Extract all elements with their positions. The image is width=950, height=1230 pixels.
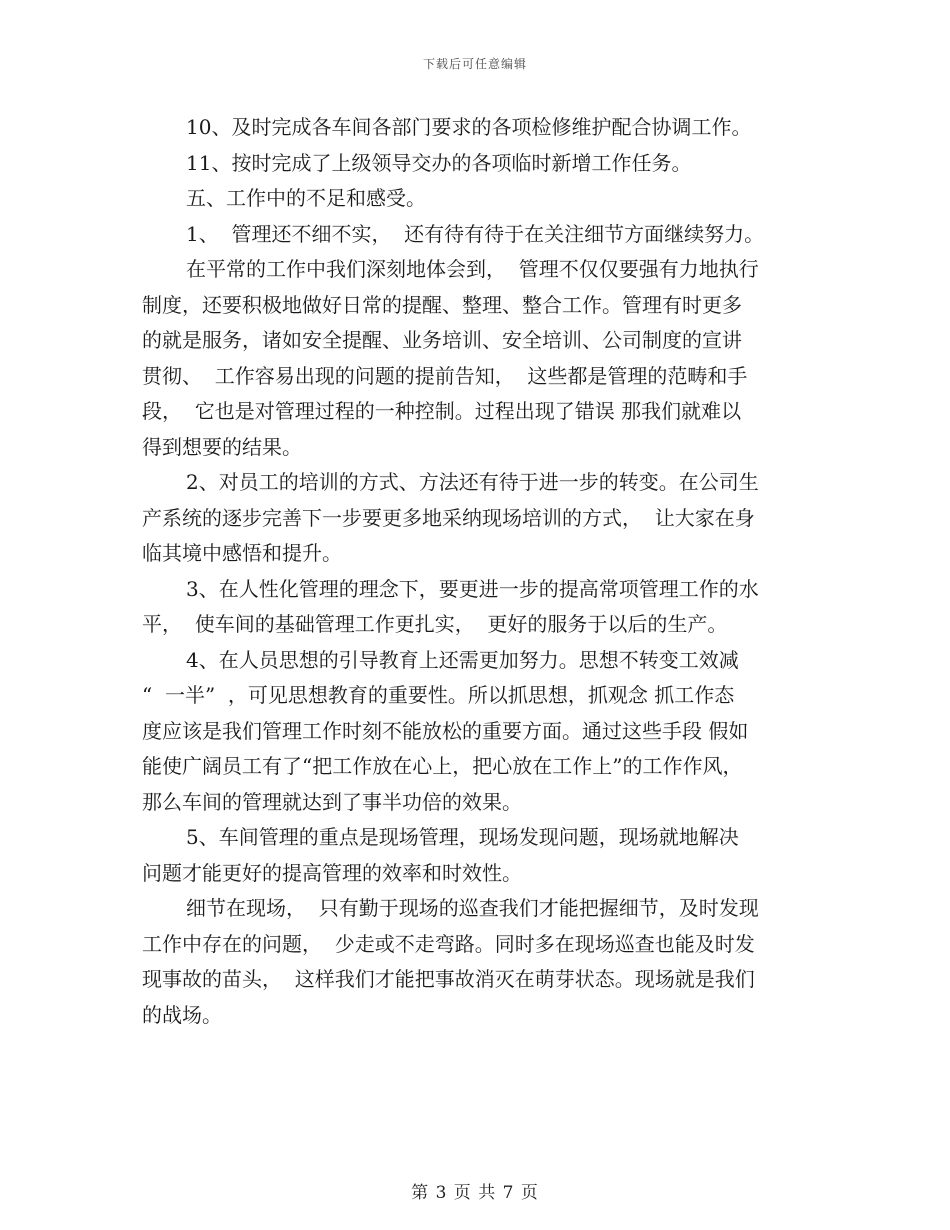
text-line: 那么车间的管理就达到了事半功倍的效果。 <box>142 789 522 814</box>
paragraph-start: 细节在现场， 只有勤于现场的巡查我们才能把握细节，及时发现 <box>186 896 759 920</box>
paragraph-start: 3、在人性化管理的理念下，要更进一步的提高常项管理工作的水 <box>186 576 759 601</box>
text-line: 11、按时完成了上级领导交办的各项临时新增工作任务。 <box>186 150 692 175</box>
paragraph-start: 2、对员工的培训的方式、方法还有待于进一步的转变。在公司生 <box>186 470 759 494</box>
text-line: 平， 使车间的基础管理工作更扎实， 更好的服务于以后的生产。 <box>142 612 728 636</box>
text-line: 10、及时完成各车间各部门要求的各项检修维护配合协调工作。 <box>186 115 752 139</box>
text-line: 得到想要的结果。 <box>142 434 302 459</box>
text-line: 贯彻、 工作容易出现的问题的提前告知， 这些都是管理的范畴和手 <box>142 363 748 388</box>
document-body <box>142 110 812 1033</box>
text-line: 现事故的苗头， 这样我们才能把事故消灭在萌芽状态。现场就是我们 <box>142 967 755 991</box>
header-note: 下载后可任意编辑 <box>422 57 527 71</box>
text-line: 的战场。 <box>142 1002 222 1027</box>
text-line: “ 一半” ，可见思想教育的重要性。所以抓思想，抓观念 抓工作态 <box>142 683 735 707</box>
text-line: 产系统的逐步完善下一步要更多地采纳现场培训的方式， 让大家在身 <box>142 505 755 530</box>
text-line: 1、 管理还不细不实， 还有待有待于在关注细节方面继续努力。 <box>186 221 765 246</box>
text-line: 临其境中感悟和提升。 <box>142 541 342 565</box>
text-line: 的就是服务，诸如安全提醒、业务培训、安全培训、公司制度的宣讲 <box>142 328 742 352</box>
text-line: 制度，还要积极地做好日常的提醒、整理、整合工作。管理有时更多 <box>142 292 742 317</box>
text-line: 工作中存在的问题， 少走或不走弯路。同时多在现场巡查也能及时发 <box>142 931 755 956</box>
text-line: 能使广阔员工有了“把工作放在心上，把心放在工作上”的工作作风， <box>142 754 743 778</box>
paragraph-start: 4、在人员思想的引导教育上还需更加努力。思想不转变工效减 <box>186 647 739 672</box>
text-line: 问题才能更好的提高管理的效率和时效性。 <box>142 860 522 885</box>
paragraph-start: 在平常的工作中我们深刻地体会到， 管理不仅仅要强有力地执行 <box>186 257 759 281</box>
text-line: 度应该是我们管理工作时刻不能放松的重要方面。通过这些手段 假如 <box>142 718 749 743</box>
page-number-footer: 第 3 页 共 7 页 <box>411 1183 539 1203</box>
text-line: 段， 它也是对管理过程的一种控制。过程出现了错误 那我们就难以 <box>142 399 742 423</box>
section-heading: 五、工作中的不足和感受。 <box>186 186 426 210</box>
paragraph-start: 5、车间管理的重点是现场管理，现场发现问题，现场就地解决 <box>186 825 739 849</box>
